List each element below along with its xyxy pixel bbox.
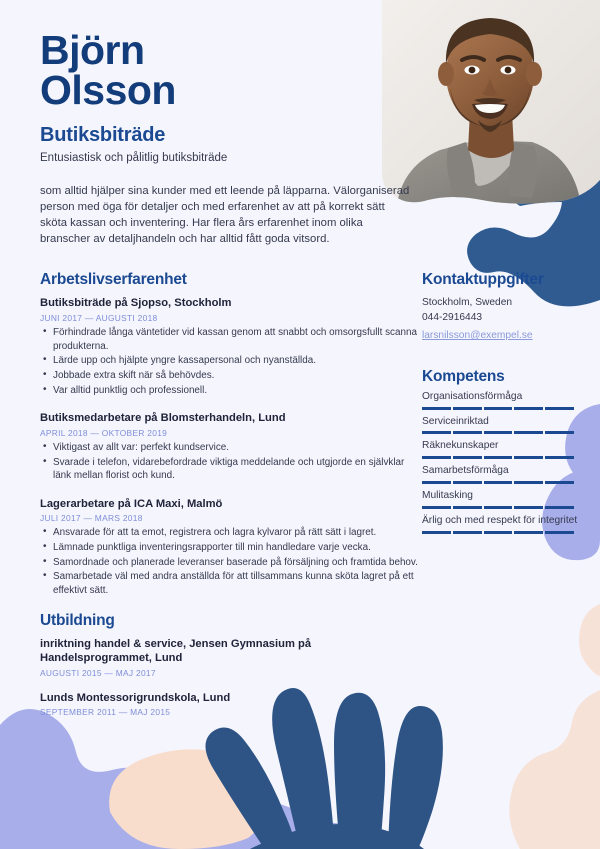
body-columns [0, 271, 600, 730]
skill-item [422, 390, 600, 410]
skill-segment [545, 506, 574, 509]
skill-segment [545, 407, 574, 410]
education-entry [40, 637, 418, 678]
experience-section-title: Arbetslivserfarenhet [40, 271, 187, 289]
skill-segment [422, 506, 451, 509]
skill-item [422, 489, 600, 509]
skill-segment [484, 407, 513, 410]
list-item: • Ansvarade för att ta emot, registrera och lagra kylvaror på rätt sätt i lagret. [40, 526, 418, 540]
contact-email-link[interactable]: larsnilsson@exempel.se [422, 330, 533, 342]
contact-section [422, 271, 600, 343]
skill-rating-bar [422, 506, 574, 509]
education-date: SEPTEMBER 2011 — MAJ 2015 [40, 707, 171, 718]
experience-bullets [40, 326, 418, 397]
education-section-title: Utbildning [40, 611, 115, 629]
skill-segment [453, 456, 482, 459]
education-school: inriktning handel & service, Jensen Gymnasium på Handelsprogrammet, Lund [40, 637, 312, 665]
skill-item [422, 464, 600, 484]
skill-item [422, 514, 600, 534]
skill-segment [514, 456, 543, 459]
skill-item [422, 439, 600, 459]
profile-summary: som alltid hjälper sina kunder med ett leende på läpparna. Välorganiserad person med öga för detaljer och med erfarenhet av att på korrekt sätt sköta kassan och inventering. Har flera års erfarenhet inom olika branscher av detaljhandeln och har alltid fått goda vitsord. [40, 185, 410, 246]
skill-segment [514, 431, 543, 434]
experience-role: Butiksbiträde på Sjopso, Stockholm [40, 297, 232, 310]
list-item: • Svarade i telefon, vidarebefordrade viktiga meddelande och utgjorde en självklar länk mellan florist och kund. [40, 456, 418, 483]
tagline: Entusiastisk och pålitlig butiksbiträde [40, 152, 228, 165]
skill-item [422, 415, 600, 435]
experience-bullets [40, 441, 418, 483]
list-item: • Samordnade och planerade leveranser baserade på försäljning och framtida behov. [40, 556, 418, 570]
skill-segment [484, 456, 513, 459]
list-item: • Jobbade extra skift när så behövdes. [40, 369, 418, 383]
skill-rating-bar [422, 407, 574, 410]
list-item: • Viktigast av allt var: perfekt kundservice. [40, 441, 418, 455]
page-title [40, 27, 400, 114]
list-item: • Samarbetade väl med andra anställda för att tillsammans kunna sköta lagret på ett effektivt sätt. [40, 570, 418, 597]
skill-segment [514, 407, 543, 410]
last-name: Olsson [40, 67, 176, 114]
skill-segment [545, 431, 574, 434]
experience-entry [40, 411, 418, 483]
education-date: AUGUSTI 2015 — MAJ 2017 [40, 667, 156, 678]
skill-segment [453, 481, 482, 484]
skill-rating-bar [422, 456, 574, 459]
skill-label: Organisationsförmåga [422, 390, 523, 402]
experience-date: JULI 2017 — MARS 2018 [40, 513, 143, 524]
skill-segment [422, 431, 451, 434]
experience-entry [40, 497, 418, 598]
skill-segment [514, 506, 543, 509]
education-school: Lunds Montessorigrundskola, Lund [40, 691, 231, 704]
list-item: • Förhindrade långa väntetider vid kassan genom att snabbt och omsorgsfullt scanna produkterna. [40, 326, 418, 353]
skill-rating-bar [422, 481, 574, 484]
skills-section [422, 368, 600, 534]
list-item: • Lämnade punktliga inventeringsrapporter till min handledare varje vecka. [40, 541, 418, 555]
sidebar-column [418, 271, 600, 730]
skill-segment [545, 481, 574, 484]
experience-bullets [40, 526, 418, 597]
contact-location: Stockholm, Sweden [422, 297, 513, 309]
experience-date: APRIL 2018 — OKTOBER 2019 [40, 427, 168, 438]
first-name: Björn [40, 27, 145, 73]
skill-rating-bar [422, 531, 574, 534]
header-block [0, 0, 410, 247]
contact-section-title: Kontaktuppgifter [422, 271, 544, 289]
skill-segment [422, 531, 451, 534]
experience-role: Butiksmedarbetare på Blomsterhandeln, Lund [40, 412, 286, 425]
skill-label: Serviceinriktad [422, 415, 489, 427]
experience-role: Lagerarbetare på ICA Maxi, Malmö [40, 497, 223, 510]
experience-entry [40, 296, 418, 397]
skill-label: Räknekunskaper [422, 440, 499, 452]
list-item: • Lärde upp och hjälpte yngre kassapersonal och nyanställda. [40, 354, 418, 368]
skill-segment [422, 456, 451, 459]
skill-label: Samarbetsförmåga [422, 465, 509, 477]
education-entry [40, 691, 418, 718]
contact-phone: 044-2916443 [422, 311, 483, 323]
skill-segment [484, 481, 513, 484]
skill-segment [514, 481, 543, 484]
skill-label: Mulitasking [422, 489, 473, 501]
skill-rating-bar [422, 431, 574, 434]
skill-segment [545, 456, 574, 459]
skill-segment [453, 407, 482, 410]
skill-segment [453, 431, 482, 434]
skill-segment [545, 531, 574, 534]
job-title: Butiksbiträde [40, 124, 166, 147]
skill-label: Ärlig och med respekt för integritet [422, 514, 578, 526]
skill-segment [514, 531, 543, 534]
skill-segment [453, 531, 482, 534]
main-column [40, 271, 418, 730]
skill-segment [422, 481, 451, 484]
skill-segment [484, 506, 513, 509]
skills-section-title: Kompetens [422, 367, 505, 385]
skill-segment [453, 506, 482, 509]
skill-segment [484, 431, 513, 434]
experience-date: JUNI 2017 — AUGUSTI 2018 [40, 313, 158, 324]
education-section [40, 612, 418, 718]
skill-segment [422, 407, 451, 410]
experience-section [40, 271, 418, 597]
skill-segment [484, 531, 513, 534]
list-item: • Var alltid punktlig och professionell. [40, 384, 418, 398]
